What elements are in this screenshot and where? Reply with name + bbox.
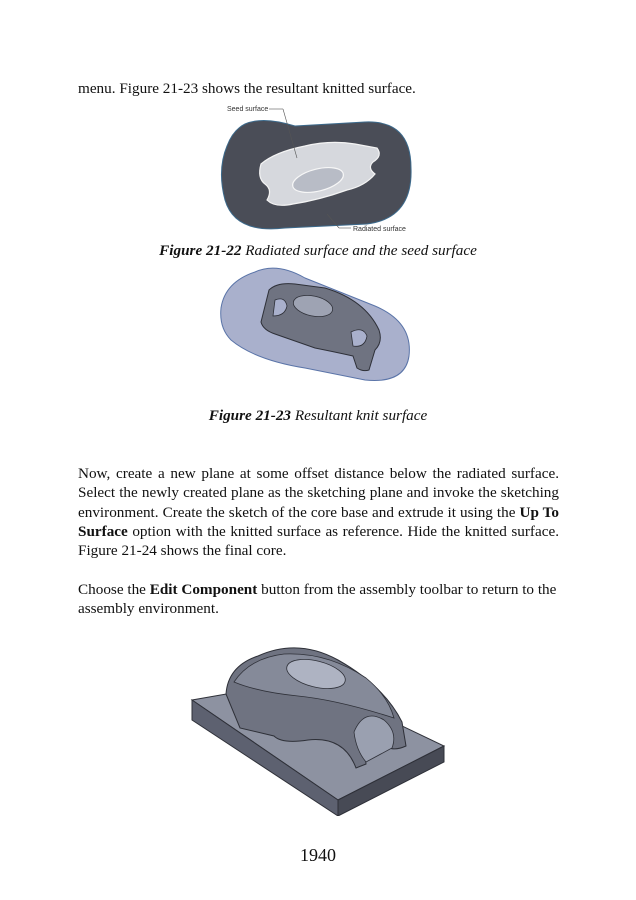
- paragraph-2-part-1: Choose the: [78, 581, 150, 598]
- paragraph-2-bold: Edit Component: [149, 581, 258, 598]
- paragraph-1-bold: Up To Surface: [78, 503, 560, 540]
- paragraph-2: [78, 580, 559, 619]
- paragraph-1-part-1: Now, create a new plane at some offset distance below the radiated surface. Select the newly created plane as the sketching plane and invoke the sketching environment. Create the sketch of the core base and extrude it using the: [78, 465, 559, 521]
- paragraph-1: [78, 464, 559, 560]
- figure-21-22-caption: [0, 242, 636, 260]
- figure-21-22-label: Figure 21-22: [159, 242, 242, 259]
- figure-21-23-caption: [0, 407, 636, 425]
- figure-21-22-image: [215, 100, 420, 240]
- figure-21-23-text: Resultant knit surface: [291, 407, 428, 424]
- paragraph-1-part-2: option with the knitted surface as reference. Hide the knitted surface. Figure 21-24 shows the final core.: [78, 522, 559, 560]
- paragraph-2-part-2: button from the assembly toolbar to return to the assembly environment.: [78, 581, 557, 618]
- figure-21-23-image: [215, 260, 420, 390]
- figure-21-24-image: [188, 636, 450, 816]
- callout-seed-surface: Seed surface: [227, 106, 269, 113]
- figure-21-23-label: Figure 21-23: [208, 407, 292, 424]
- intro-text: menu. Figure 21-23 shows the resultant knitted surface.: [78, 80, 416, 97]
- page-number: 1940: [300, 845, 336, 865]
- callout-radiated-surface: Radiated surface: [353, 226, 406, 233]
- figure-21-22-text: Radiated surface and the seed surface: [241, 242, 477, 259]
